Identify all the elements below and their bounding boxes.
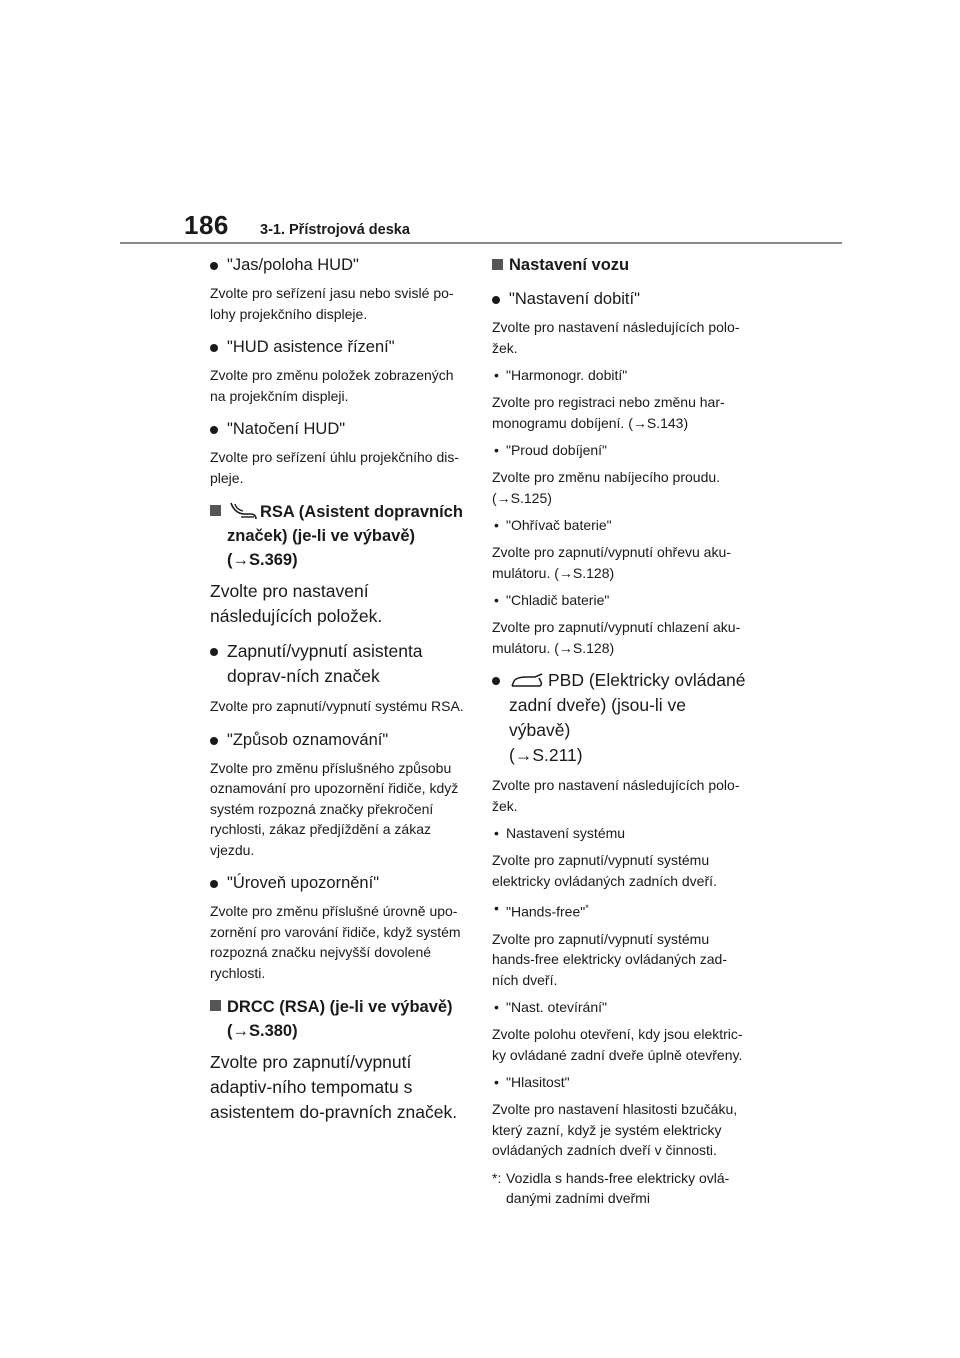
- item-title: Zapnutí/vypnutí asistenta doprav-ních značek: [227, 641, 423, 686]
- sub-item-title: "Hands-free": [506, 903, 586, 920]
- section-text: Zvolte pro zapnutí/vypnutí adaptiv-ního tempomatu s asistentem do-pravních značek.: [210, 1052, 458, 1122]
- item-description: Zvolte pro seřízení jasu nebo svislé po-lohy projekčního displeje.: [210, 285, 454, 322]
- left-column: [210, 252, 466, 1125]
- sub-item-title: "Harmonogr. dobití": [506, 367, 628, 383]
- small-bullet-icon: •: [494, 517, 499, 533]
- page-reference: (→S.369): [227, 551, 298, 569]
- sub-item: [492, 1072, 748, 1092]
- small-bullet-icon: •: [494, 825, 499, 841]
- footnote-marker: *: [585, 903, 589, 913]
- bullet-icon: [210, 426, 218, 434]
- page-number: 186: [184, 210, 229, 240]
- sub-item-description: Zvolte pro zapnutí/vypnutí chlazení aku-mulátoru. (→S.128): [492, 619, 741, 656]
- section-heading-rsa: [210, 500, 466, 572]
- footnote-marker: *:: [492, 1169, 502, 1186]
- list-item: [210, 254, 466, 276]
- sub-item: [492, 898, 748, 922]
- item-title: "Způsob oznamování": [227, 730, 389, 749]
- item-title: "Nastavení dobití": [509, 290, 640, 308]
- small-bullet-icon: •: [494, 900, 499, 916]
- item-title: zadní dveře) (jsou-li ve výbavě): [509, 695, 687, 740]
- square-bullet-icon: [210, 1000, 221, 1011]
- sub-item-title: "Proud dobíjení": [506, 442, 608, 458]
- list-item: [210, 729, 466, 751]
- page-reference: (→S.380): [227, 1022, 298, 1040]
- item-description: Zvolte pro nastavení následujících polo-žek.: [492, 319, 740, 356]
- road-sign-assist-icon: [227, 501, 257, 521]
- sub-item-description: Zvolte pro zapnutí/vypnutí ohřevu aku-mulátoru. (→S.128): [492, 544, 731, 581]
- list-item: [210, 639, 466, 689]
- sub-item: [492, 823, 748, 843]
- item-title: PBD (Elektricky ovládané: [548, 670, 746, 690]
- footnote-text: Vozidla s hands-free elektricky ovlá-danými zadními dveřmi: [506, 1169, 730, 1206]
- bullet-icon: [210, 262, 218, 270]
- item-description: Zvolte pro změnu položek zobrazených na projekčním displeji.: [210, 367, 454, 404]
- heading-text: RSA (Asistent dopravních: [260, 503, 463, 521]
- item-description: Zvolte pro změnu příslušné úrovně upo-zornění pro varování řidiče, když systém rozpozná značku nejvyšší dovolené rychlosti.: [210, 903, 461, 981]
- bullet-icon: [210, 737, 218, 745]
- item-description: Zvolte pro seřízení úhlu projekčního dis-pleje.: [210, 449, 460, 486]
- item-title: "Úroveň upozornění": [227, 874, 380, 892]
- sub-item-title: "Chladič baterie": [506, 592, 610, 608]
- sub-item: [492, 515, 748, 535]
- sub-item-title: Nastavení systému: [506, 825, 626, 841]
- square-bullet-icon: [210, 505, 221, 516]
- sub-item-description: Zvolte pro změnu nabíjecího proudu. (→S.125): [492, 469, 721, 506]
- sub-item-description: Zvolte pro zapnutí/vypnutí systému elektricky ovládaných zadních dveří.: [492, 852, 717, 889]
- sub-item: [492, 997, 748, 1017]
- list-item-pbd: [492, 668, 748, 768]
- sub-item: [492, 440, 748, 460]
- page-reference: (→S.211): [509, 745, 583, 765]
- section-title: 3-1. Přístrojová deska: [260, 222, 410, 238]
- sub-item-title: "Ohřívač baterie": [506, 517, 612, 533]
- square-bullet-icon: [492, 259, 503, 270]
- bullet-icon: [492, 677, 500, 685]
- heading-text: DRCC (RSA) (je-li ve výbavě): [227, 998, 453, 1016]
- sub-item-title: "Nast. otevírání": [506, 999, 607, 1016]
- item-description: Zvolte pro zapnutí/vypnutí systému RSA.: [210, 698, 464, 714]
- sub-item: [492, 365, 748, 385]
- section-text: Zvolte pro nastavení následujících položek.: [210, 581, 383, 626]
- sub-item-title: "Hlasitost": [506, 1074, 570, 1091]
- header-divider: [120, 242, 842, 244]
- right-column: [492, 252, 748, 1208]
- small-bullet-icon: •: [494, 999, 499, 1016]
- item-title: "Jas/poloha HUD": [227, 256, 359, 274]
- small-bullet-icon: •: [494, 442, 499, 458]
- item-description: Zvolte pro změnu příslušného způsobu oznamování pro upozornění řidiče, když systém rozpozná značky překročení rychlosti, zákaz předjíždění a zákaz vjezdu.: [210, 759, 459, 858]
- bullet-icon: [210, 880, 218, 888]
- heading-text: značek) (je-li ve výbavě): [227, 527, 416, 545]
- item-description: Zvolte pro nastavení následujících polo-žek.: [492, 777, 740, 814]
- footnote: [492, 1168, 748, 1208]
- section-heading-vehicle: [492, 254, 748, 276]
- list-item: [492, 288, 748, 310]
- bullet-icon: [492, 296, 500, 304]
- bullet-icon: [210, 344, 218, 352]
- item-title: "HUD asistence řízení": [227, 338, 395, 356]
- heading-text: Nastavení vozu: [509, 256, 630, 274]
- list-item: [210, 872, 466, 894]
- sub-item: [492, 590, 748, 610]
- small-bullet-icon: •: [494, 592, 499, 608]
- list-item: [210, 336, 466, 358]
- list-item: [210, 418, 466, 440]
- car-tailgate-icon: [509, 672, 545, 690]
- sub-item-description: Zvolte pro registraci nebo změnu har-monogramu dobíjení. (→S.143): [492, 394, 725, 431]
- item-title: "Natočení HUD": [227, 420, 346, 438]
- small-bullet-icon: •: [494, 1074, 499, 1091]
- page-header: [184, 210, 410, 241]
- sub-item-description: Zvolte pro nastavení hlasitosti bzučáku, který zazní, když je systém elektricky ovládaných zadních dveří v činnosti.: [492, 1101, 738, 1159]
- section-heading-drcc: [210, 995, 466, 1043]
- sub-item-description: Zvolte polohu otevření, kdy jsou elektric-ky ovládané zadní dveře úplně otevřeny.: [492, 1026, 743, 1063]
- small-bullet-icon: •: [494, 367, 499, 383]
- sub-item-description: Zvolte pro zapnutí/vypnutí systému hands-free elektricky ovládaných zad-ních dveří.: [492, 930, 728, 988]
- bullet-icon: [210, 648, 218, 656]
